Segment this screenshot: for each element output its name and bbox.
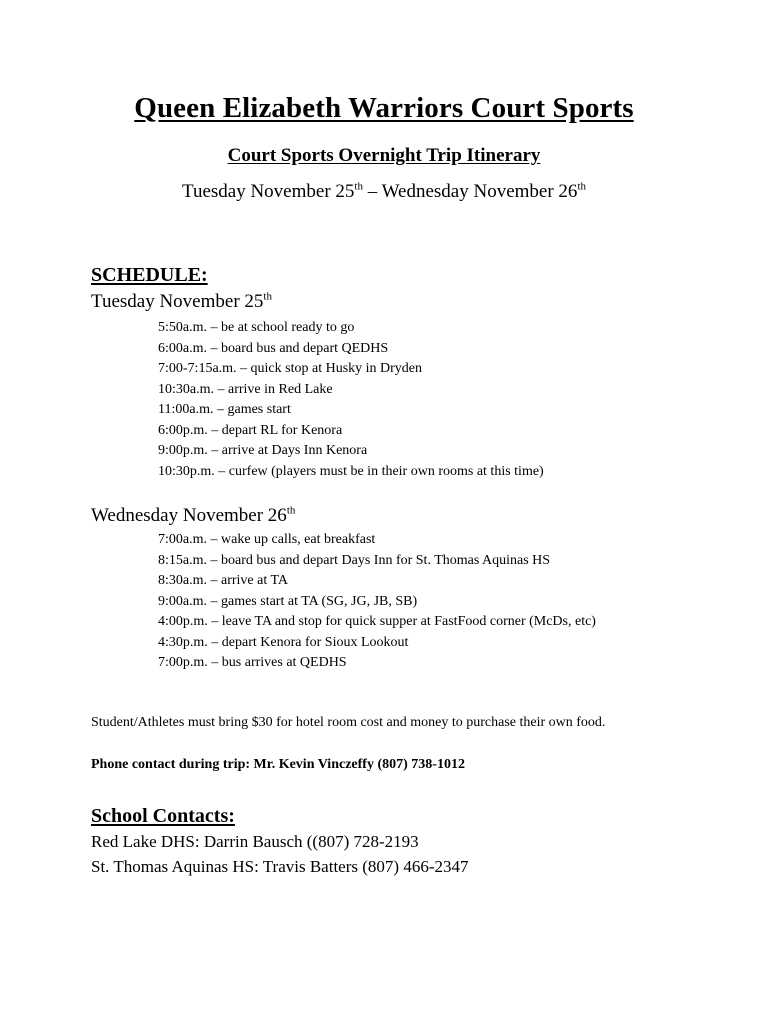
day-heading-tuesday xyxy=(91,291,272,313)
school-contacts-heading: School Contacts: xyxy=(91,805,235,827)
schedule-item: 4:00p.m. – leave TA and stop for quick supper at FastFood corner (McDs, etc) xyxy=(158,614,596,629)
contact-line-st-thomas: St. Thomas Aquinas HS: Travis Batters (807) 466-2347 xyxy=(91,857,469,876)
day-heading-label: Wednesday November 26 xyxy=(91,505,287,526)
day-heading-wednesday xyxy=(91,505,295,527)
trip-start-date: Tuesday November 25 xyxy=(182,181,355,202)
trip-start-date-suffix: th xyxy=(354,180,363,193)
day-heading-label: Tuesday November 25 xyxy=(91,291,264,312)
schedule-heading: SCHEDULE: xyxy=(91,264,208,286)
schedule-item: 10:30p.m. – curfew (players must be in their own rooms at this time) xyxy=(158,463,544,479)
schedule-item: 10:30a.m. – arrive in Red Lake xyxy=(158,381,333,397)
page-subtitle: Court Sports Overnight Trip Itinerary xyxy=(227,145,541,166)
schedule-item: 11:00a.m. – games start xyxy=(158,402,291,417)
trip-dates xyxy=(0,181,768,203)
tuesday-schedule-list xyxy=(158,318,544,482)
schedule-item: 6:00a.m. – board bus and depart QEDHS xyxy=(158,340,389,356)
day-heading-suffix: th xyxy=(263,290,272,303)
schedule-item: 7:00a.m. – wake up calls, eat breakfast xyxy=(158,532,376,547)
phone-contact-note: Phone contact during trip: Mr. Kevin Vinczeffy (807) 738-1012 xyxy=(91,757,465,772)
trip-end-date-suffix: th xyxy=(577,180,586,193)
schedule-item: 9:00p.m. – arrive at Days Inn Kenora xyxy=(158,443,368,458)
schedule-item: 9:00a.m. – games start at TA (SG, JG, JB, SB) xyxy=(158,593,418,609)
schedule-item: 5:50a.m. – be at school ready to go xyxy=(158,320,355,335)
schedule-item: 7:00-7:15a.m. – quick stop at Husky in Dryden xyxy=(158,361,423,376)
schedule-item: 4:30p.m. – depart Kenora for Sioux Lookout xyxy=(158,634,409,650)
schedule-item: 7:00p.m. – bus arrives at QEDHS xyxy=(158,655,347,670)
cost-note: Student/Athletes must bring $30 for hotel room cost and money to purchase their own food. xyxy=(91,715,606,730)
schedule-item: 8:15a.m. – board bus and depart Days Inn for St. Thomas Aquinas HS xyxy=(158,552,551,568)
contact-line-red-lake: Red Lake DHS: Darrin Bausch ((807) 728-2193 xyxy=(91,832,419,851)
trip-end-date: – Wednesday November 26 xyxy=(362,181,578,202)
wednesday-schedule-list xyxy=(158,530,596,674)
schedule-item: 8:30a.m. – arrive at TA xyxy=(158,573,289,588)
day-heading-suffix: th xyxy=(286,504,296,517)
page-title: Queen Elizabeth Warriors Court Sports xyxy=(134,92,634,124)
schedule-item: 6:00p.m. – depart RL for Kenora xyxy=(158,422,343,438)
